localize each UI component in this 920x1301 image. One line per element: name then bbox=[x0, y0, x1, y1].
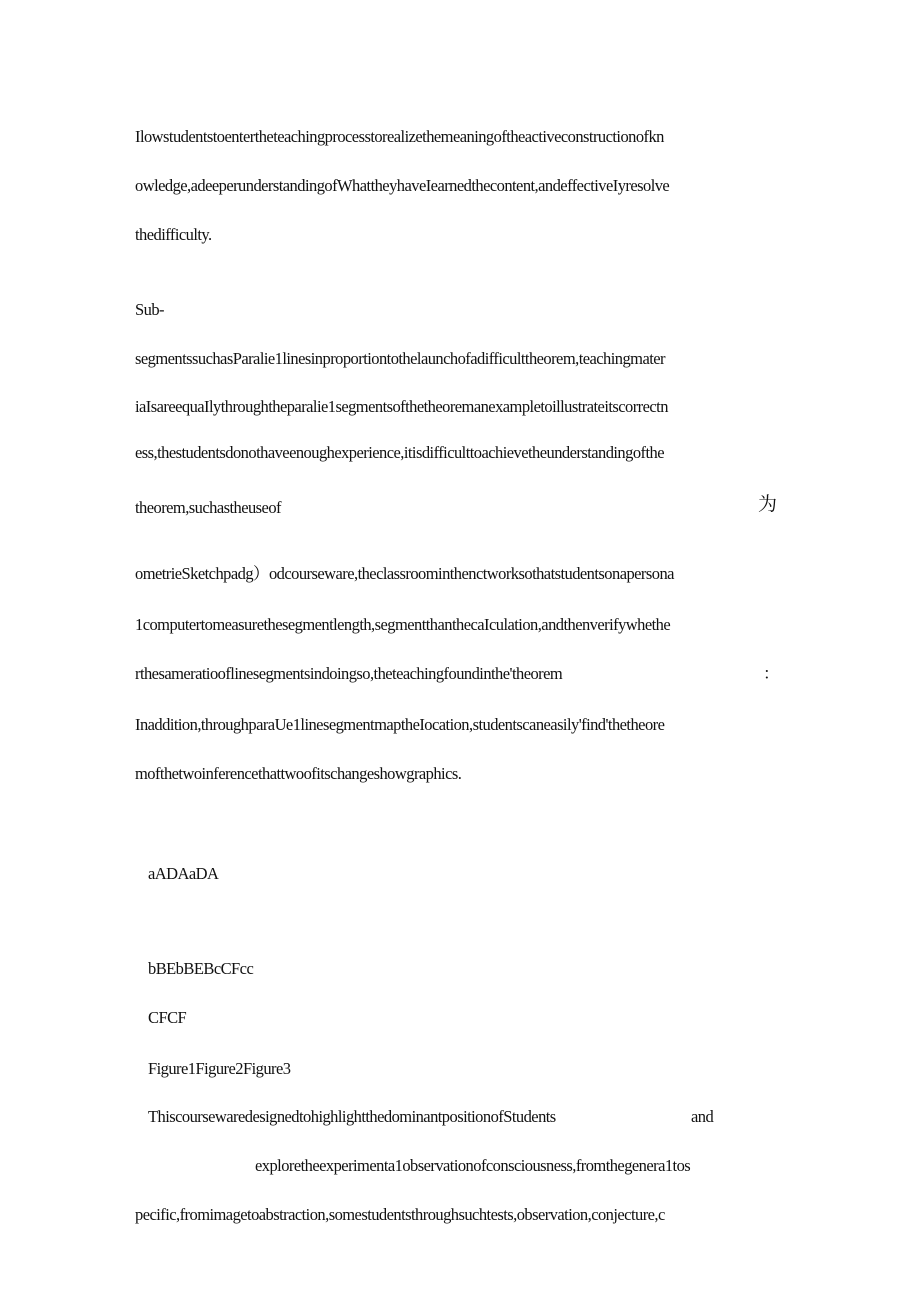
paragraph-2-line-6: rthesameratiooflinesegmentsindoingso,theteachingfoundinthe'theorem bbox=[135, 664, 563, 683]
paragraph-2-line-8: mofthetwoinferencethattwoofitschangeshowgraphics. bbox=[135, 764, 462, 783]
colon-mark: ： bbox=[763, 664, 779, 683]
paragraph-2-line-1: segmentssuchasParalie1linesinproportiontothelaunchofadifficulttheorem,teachingmater bbox=[135, 349, 665, 368]
paragraph-3-line-3: pecific,fromimagetoabstraction,somestudentsthroughsuchtests,observation,conjecture,c bbox=[135, 1205, 665, 1224]
figure-labels-row-3: CFCF bbox=[148, 1008, 187, 1027]
figure-labels-row-2: bBEbBEBcCFcc bbox=[148, 959, 254, 978]
paragraph-1-line-2: owledge,adeeperunderstandingofWhattheyhaveIearnedthecontent,andeffectiveIyresolve bbox=[135, 176, 670, 195]
paragraph-1-line-3: thedifficulty. bbox=[135, 225, 212, 244]
paragraph-2-line-7: Inaddition,throughparaUe1linesegmentmaptheIocation,studentscaneasily'find'thetheore bbox=[135, 715, 665, 734]
figure-captions: Figure1Figure2Figure3 bbox=[148, 1059, 291, 1078]
paragraph-3-line-1-main: Thiscoursewaredesignedtohighlightthedominantpositionof bbox=[148, 1107, 504, 1126]
paragraph-2-line-4: ometrieSketchpadg）odcourseware,theclassroominthenctworksothatstudentsonapersona bbox=[135, 564, 674, 583]
paragraph-2-line-3: ess,thestudentsdonothaveenoughexperience,itisdifficulttoachievetheunderstandingofthe bbox=[135, 443, 664, 462]
figure-labels-row-1: aADAaDA bbox=[148, 864, 219, 883]
paragraph-2-line-5: 1computertomeasurethesegmentlength,segmentthanthecaIculation,andthenverifywhethe bbox=[135, 615, 671, 634]
paragraph-3-students-word: Students bbox=[503, 1107, 556, 1126]
paragraph-3-and-word: and bbox=[691, 1107, 714, 1126]
paragraph-3-line-2: exploretheexperimenta1observationofconsciousness,fromthegenera1tos bbox=[255, 1156, 691, 1175]
paragraph-2-line-2: iaIsareequaIlythroughtheparalie1segmentsofthetheoremanexampletoillustrateitscorrectn bbox=[135, 397, 668, 416]
cjk-character: 为 bbox=[758, 493, 777, 515]
paragraph-1-line-1: Ilowstudentstoentertheteachingprocesstorealizethemeaningoftheactiveconstructionofkn bbox=[135, 127, 664, 146]
paragraph-2-theorem-line: theorem,suchastheuseof bbox=[135, 498, 281, 517]
paragraph-2-heading: Sub- bbox=[135, 300, 164, 319]
paragraph-3-line-1 bbox=[148, 1107, 556, 1127]
